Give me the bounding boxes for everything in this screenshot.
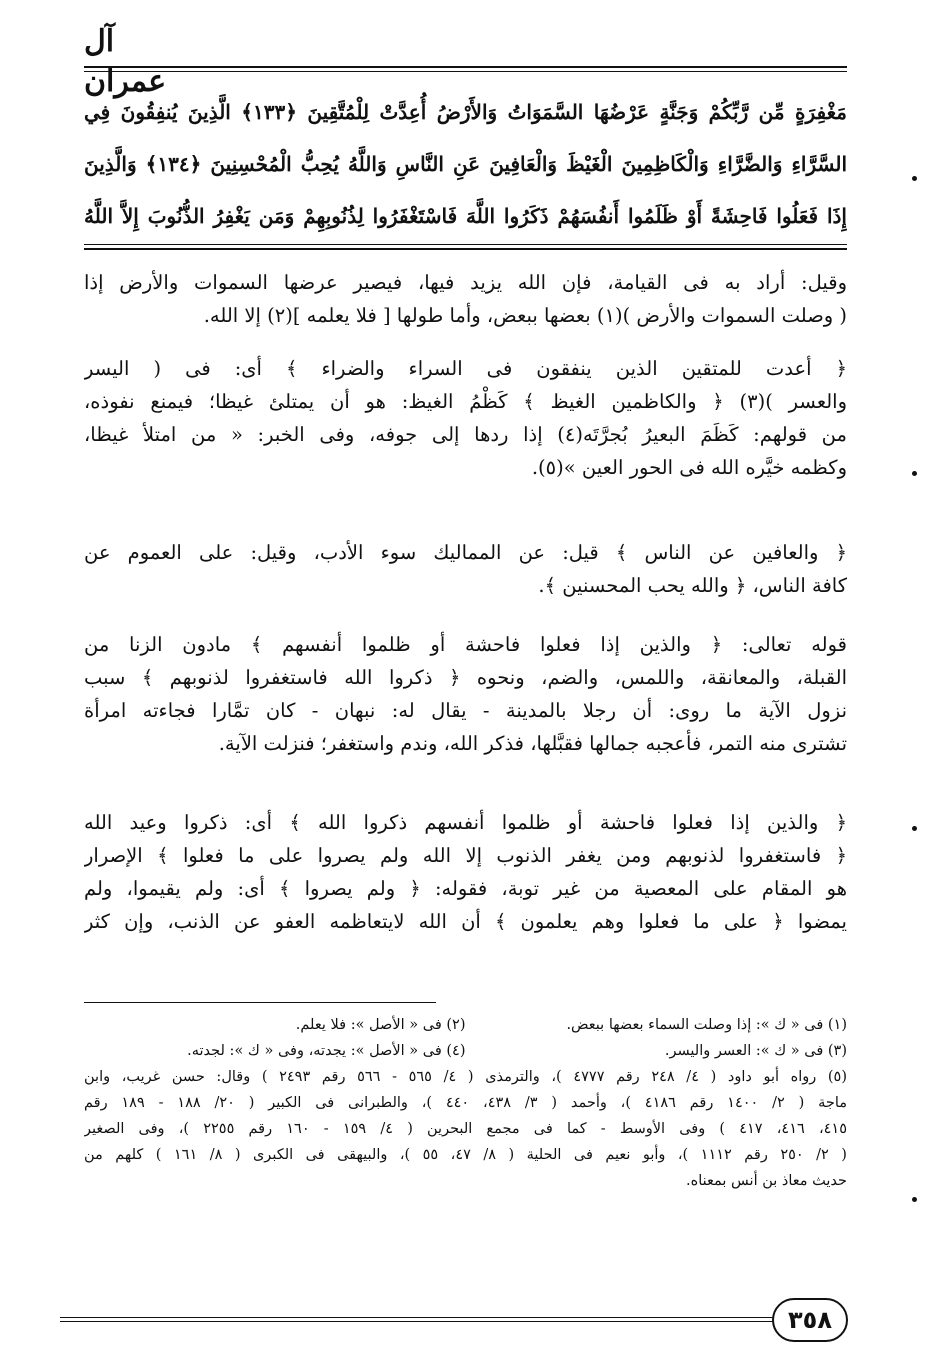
tafsir-line: هو المقام على المعصية من غير توبة، فقوله: ﴿ ولم يصروا ﴾ أى: ولم يقيموا، ولم xyxy=(84,877,847,900)
tafsir-line: وقيل: أراد به فى القيامة، فإن الله يزيد فيها، فيصير عرضها السموات والأرض إذا xyxy=(84,271,847,294)
tafsir-line: تشترى منه التمر، فأعجبه جمالها فقبَّلها، فذكر الله، وندم واستغفر؛ فنزلت الآية. xyxy=(218,732,847,755)
tafsir-paragraph-3 xyxy=(84,536,847,602)
header-rule-bottom xyxy=(84,71,847,72)
tafsir-line: نزول الآية ما روى: أن رجلا بالمدينة - يقال له: نبهان - كان تمَّارا فجاءته امرأة xyxy=(84,699,847,722)
tafsir-paragraph-2 xyxy=(84,352,847,484)
footnote-3: (٣) فى « ك »: العسر واليسر. xyxy=(664,1043,847,1059)
footnote-line: (٥) رواه أبو داود ( ٤/ ٢٤٨ رقم ٤٧٧٧ )، والترمذى ( ٤/ ٥٦٥ - ٥٦٦ رقم ٢٤٩٣ ) وقال: حسن غريب، وابن xyxy=(84,1069,847,1085)
header-rule-top xyxy=(84,66,847,68)
margin-dot xyxy=(912,471,917,476)
page-number: ٣٥٨ xyxy=(772,1298,848,1342)
surah-title: آل عمران xyxy=(84,24,167,99)
margin-dot xyxy=(912,826,917,831)
margin-dot xyxy=(912,176,917,181)
tafsir-line: ﴿ والعافين عن الناس ﴾ قيل: عن المماليك سوء الأدب، وقيل: على العموم عن xyxy=(84,541,847,564)
quran-line: السَّرَّاءِ وَالضَّرَّاءِ وَالْكَاظِمِينَ الْغَيْظَ وَالْعَافِينَ عَنِ النَّاسِ وَاللَّهُ يُحِبُّ الْمُحْسِنِينَ ﴿١٣٤﴾ وَالَّذِينَ xyxy=(84,152,847,176)
tafsir-line: ﴿ أعدت للمتقين الذين ينفقون فى السراء والضراء ﴾ أى: فى ( اليسر xyxy=(84,357,847,380)
footnotes xyxy=(84,1012,847,1194)
tafsir-line: ﴿ والذين إذا فعلوا فاحشة أو ظلموا أنفسهم ذكروا الله ﴾ أى: ذكروا وعيد الله xyxy=(84,811,847,834)
footer-rules xyxy=(60,1317,776,1325)
footer-rule xyxy=(60,1321,776,1322)
tafsir-line: من قولهم: كَظَمَ البعيرُ بُجرَّتَه(٤) إذا ردها إلى جوفه، وفى الخبر: « من امتلأ غيظا، xyxy=(84,423,847,446)
footnote-4: (٤) فى « الأصل »: يجدته، وفى « ك »: لجدته. xyxy=(187,1043,466,1059)
footnote-separator xyxy=(84,1002,436,1003)
margin-dot xyxy=(912,1197,917,1202)
footnote-line: ماجة ( ٢/ ١٤٠٠ رقم ٤١٨٦ )، وأحمد ( ٣/ ٤٣٨، ٤٤٠ )، والطبرانى فى الكبير ( ٢٠/ ١٨٨ - ١٨٩ رقم xyxy=(84,1095,847,1111)
quran-verse-block xyxy=(84,86,847,244)
footnote-line: ( ٢/ ٢٥٠ رقم ١١١٢ )، وأبو نعيم فى الحلية ( ٨/ ٤٧، ٥٥ )، والبيهقى فى الكبرى ( ٨/ ١٦١ ) كلهم من xyxy=(84,1147,847,1163)
tafsir-line: ﴿ فاستغفروا لذنوبهم ومن يغفر الذنوب إلا الله ولم يصروا على ما فعلوا ﴾ الإصرار xyxy=(84,844,847,867)
quran-rule-top xyxy=(84,244,847,245)
footnote-5 xyxy=(84,1064,847,1194)
tafsir-paragraph-5 xyxy=(84,806,847,938)
tafsir-line: القبلة، والمعانقة، واللمس، والضم، ونحوه ﴿ ذكروا الله فاستغفروا لذنوبهم ﴾ سبب xyxy=(84,666,847,689)
tafsir-line: قوله تعالى: ﴿ والذين إذا فعلوا فاحشة أو ظلموا أنفسهم ﴾ مادون الزنا من xyxy=(84,633,847,656)
tafsir-line: كافة الناس، ﴿ والله يحب المحسنين ﴾. xyxy=(538,574,847,597)
tafsir-line: ( وصلت السموات والأرض )(١) بعضها ببعض، وأما طولها [ فلا يعلمه ](٢) إلا الله. xyxy=(203,304,847,327)
tafsir-line: والعسر )(٣) ﴿ والكاظمين الغيظ ﴾ كَظْمُ الغيظ: هو أن يمتلئ غيظا؛ فيمنع نفوذه، xyxy=(84,390,847,413)
footer-rule xyxy=(60,1317,776,1318)
tafsir-line: يمضوا ﴿ على ما فعلوا وهم يعلمون ﴾ أن الله لايتعاظمه العفو عن الذنب، وإن كثر xyxy=(84,910,847,933)
footnote-2: (٢) فى « الأصل »: فلا يعلم. xyxy=(295,1017,466,1033)
tafsir-line: وكظمه خيَّره الله فى الحور العين »(٥). xyxy=(531,456,847,479)
footnote-line: ٤١٥، ٤١٦، ٤١٧ ) وفى الأوسط - كما فى مجمع البحرين ( ٤/ ١٥٩ - ١٦٠ رقم ٢٢٥٥ )، وفى الصغير xyxy=(84,1121,847,1137)
tafsir-paragraph-4 xyxy=(84,628,847,760)
footnote-pair xyxy=(84,1012,847,1038)
tafsir-paragraph-1 xyxy=(84,266,847,332)
footnote-line: حديث معاذ بن أنس بمعناه. xyxy=(686,1173,847,1189)
quran-line: إِذَا فَعَلُوا فَاحِشَةً أَوْ ظَلَمُوا أَنفُسَهُمْ ذَكَرُوا اللَّهَ فَاسْتَغْفَرُوا لِذُنُوبِهِمْ وَمَن يَغْفِرُ الذُّنُوبَ إِلاَّ اللَّهُ xyxy=(84,204,847,228)
quran-line: مَغْفِرَةٍ مِّن رَّبِّكُمْ وَجَنَّةٍ عَرْضُهَا السَّمَوَاتُ وَالأَرْضُ أُعِدَّتْ لِلْمُتَّقِينَ ﴿١٣٣﴾ الَّذِينَ يُنفِقُونَ فِي xyxy=(84,100,847,124)
footnote-pair xyxy=(84,1038,847,1064)
footnote-1: (١) فى « ك »: إذا وصلت السماء بعضها ببعض. xyxy=(566,1017,847,1033)
quran-rule-bottom xyxy=(84,248,847,250)
